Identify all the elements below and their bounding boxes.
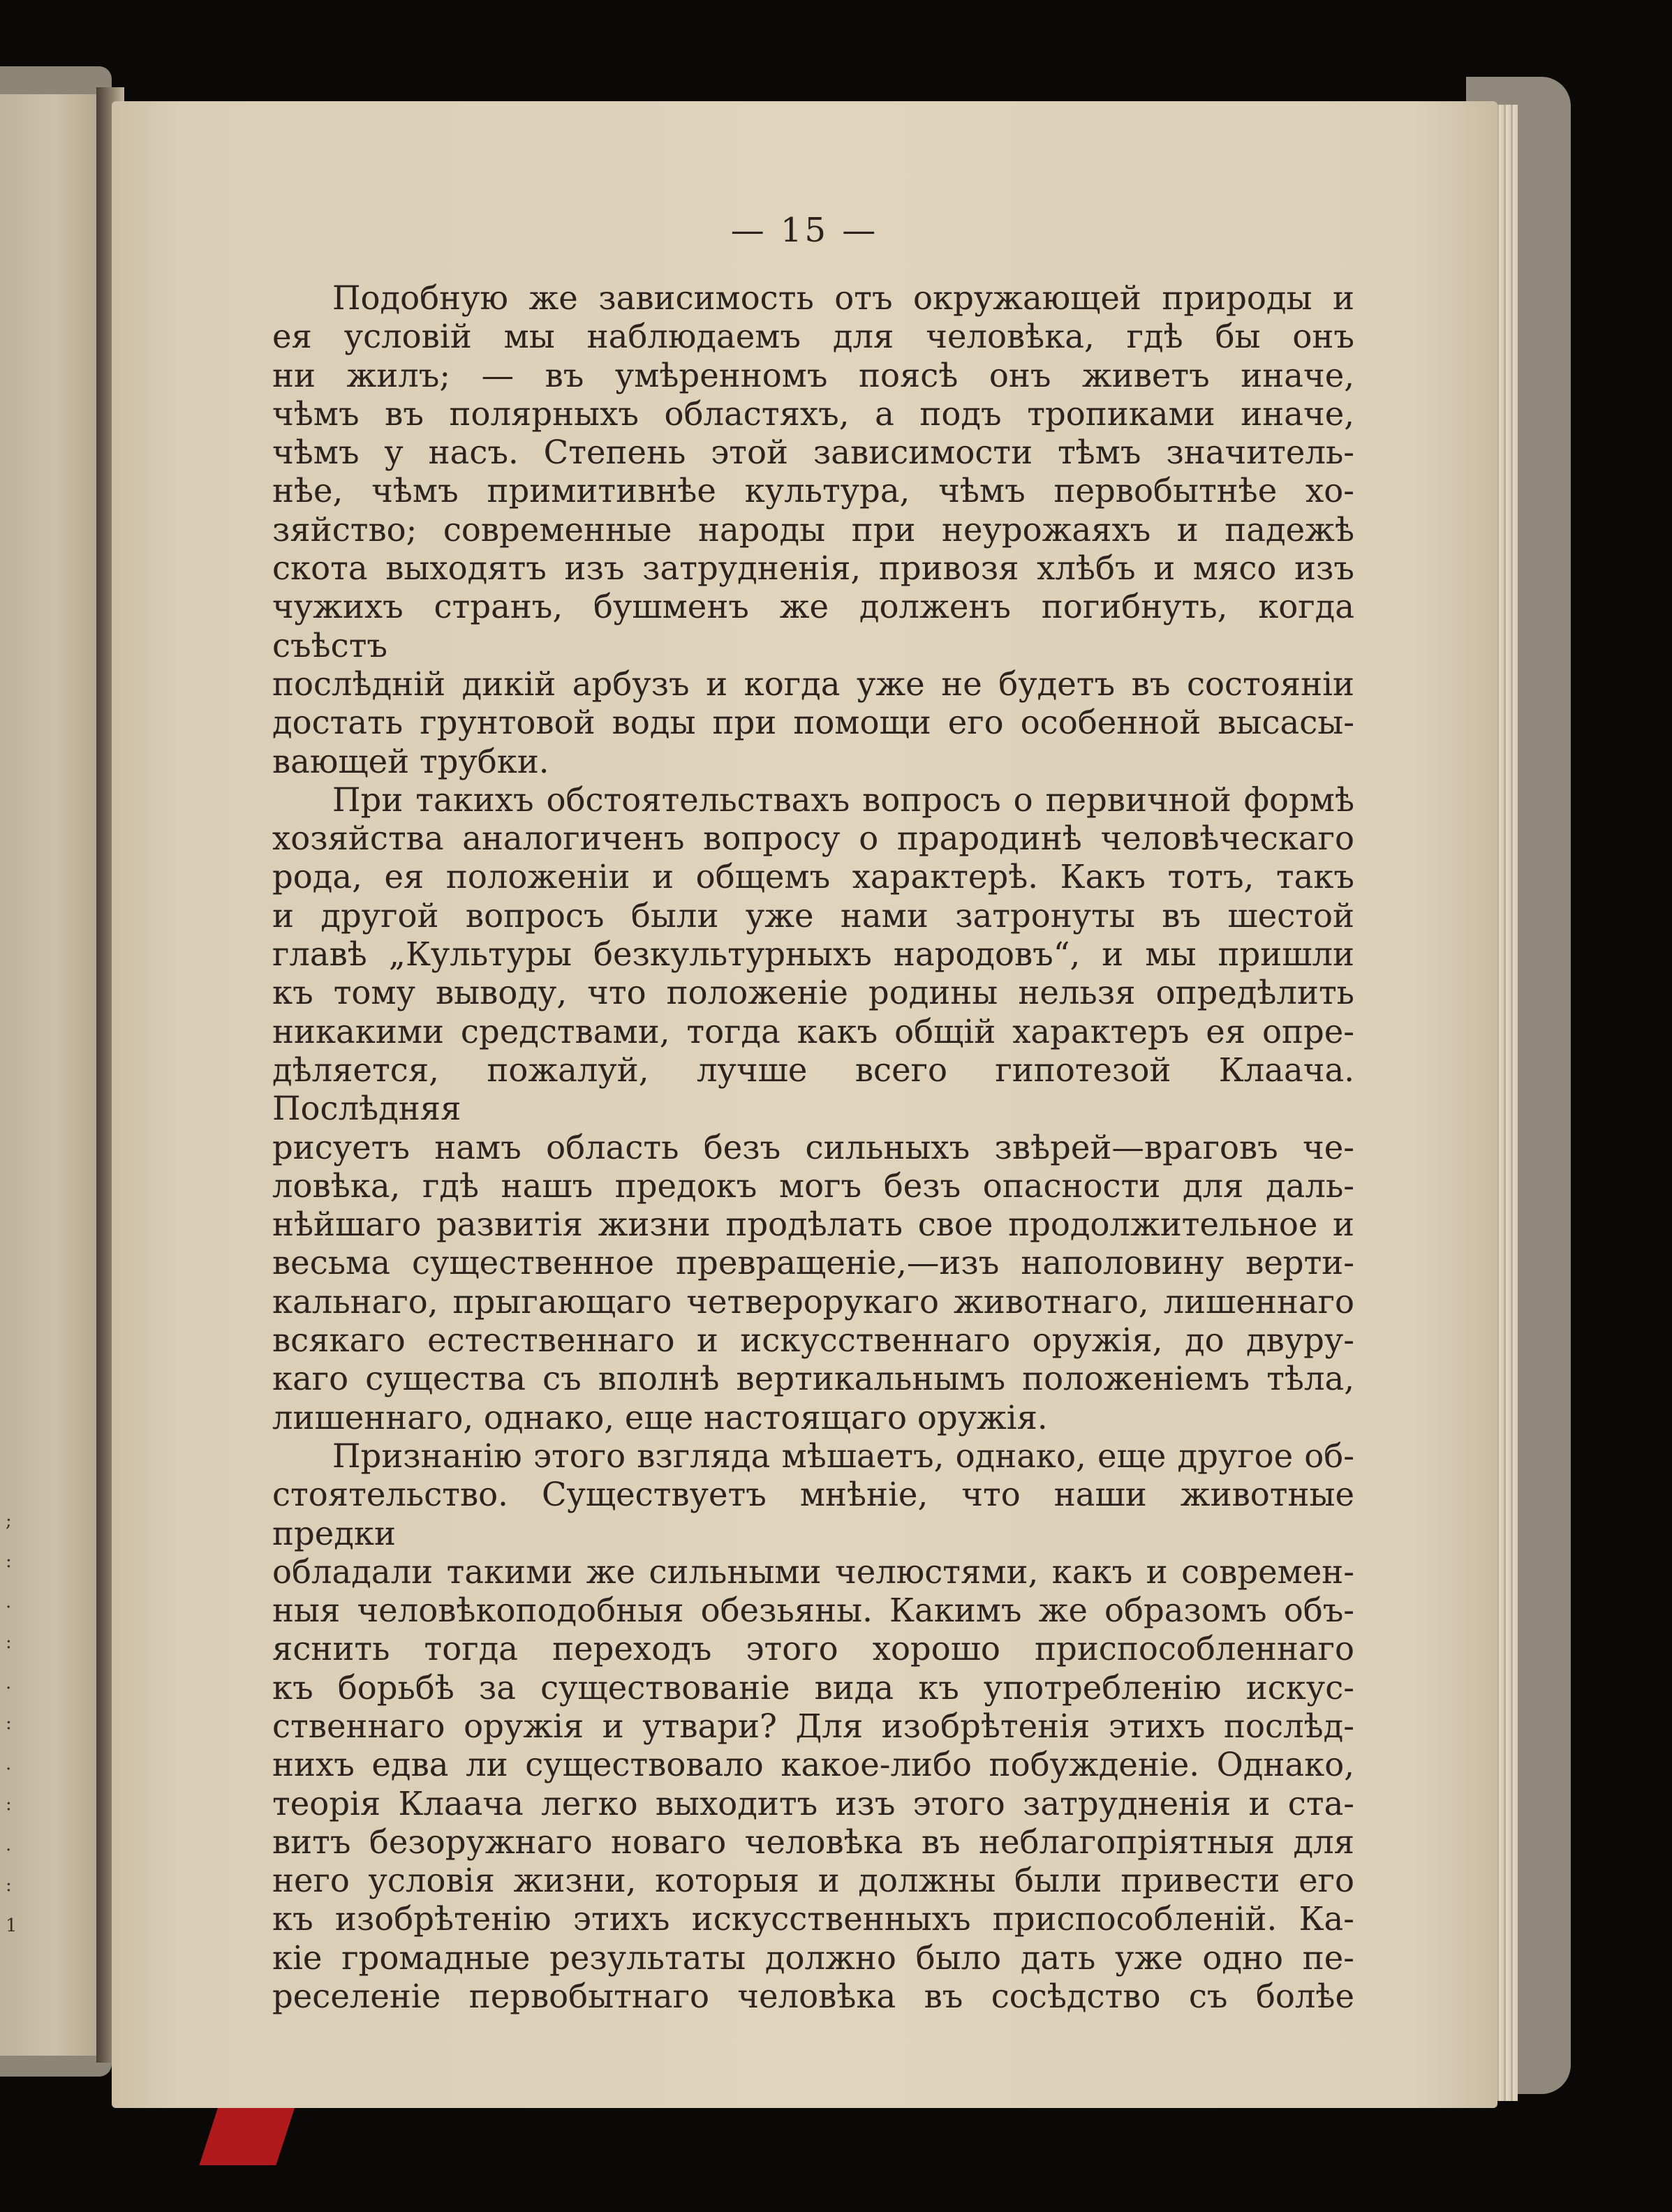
- text-line: лишеннаго, однако, еще настоящаго оружія.: [272, 1398, 1048, 1437]
- text-line: дѣляется, пожалуй, лучше всего гипотезой Клаача. Послѣдняя: [272, 1051, 1354, 1128]
- text-line: хозяйства аналогиченъ вопросу о прародинѣ человѣческаго: [272, 819, 1354, 858]
- text-line: и другой вопросъ были уже нами затронуты въ шестой: [272, 896, 1354, 935]
- text-line: нихъ едва ли существовало какое-либо побужденіе. Однако,: [272, 1746, 1354, 1784]
- text-line: чѣмъ въ полярныхъ областяхъ, а подъ тропиками иначе,: [272, 394, 1354, 433]
- text-line: реселеніе первобытнаго человѣка въ сосѣдство съ болѣе: [272, 1977, 1354, 2016]
- text-line: кіе громадные результаты должно было дать уже одно пе-: [272, 1938, 1354, 1977]
- text-line: каго существа съ вполнѣ вертикальнымъ положеніемъ тѣла,: [272, 1360, 1354, 1398]
- text-line: яснить тогда переходъ этого хорошо приспособленнаго: [272, 1630, 1354, 1668]
- text-line: ныя человѣкоподобныя обезьяны. Какимъ же образомъ объ-: [272, 1591, 1354, 1630]
- text-line: стоятельство. Существуетъ мнѣніе, что наши животные предки: [272, 1476, 1354, 1552]
- red-bookmark-ribbon: [199, 2102, 296, 2165]
- text-line: витъ безоружнаго новаго человѣка въ неблагопріятныя для: [272, 1823, 1354, 1861]
- text-line: достать грунтовой воды при помощи его особенной высасы-: [272, 704, 1354, 742]
- text-line: нѣйшаго развитія жизни продѣлать свое продолжительное и: [272, 1205, 1354, 1244]
- text-line: нѣе, чѣмъ примитивнѣе культура, чѣмъ первобытнѣе хо-: [272, 472, 1354, 510]
- text-line: зяйство; современные народы при неурожаяхъ и падежѣ: [272, 510, 1354, 549]
- text-line: никакими средствами, тогда какъ общій характеръ ея опре-: [272, 1012, 1354, 1051]
- text-line: рода, ея положеніи и общемъ характерѣ. Какъ тотъ, такъ: [272, 858, 1354, 896]
- text-line: послѣдній дикій арбузъ и когда уже не будетъ въ состояніи: [272, 665, 1354, 703]
- text-line: обладали такими же сильными челюстями, какъ и современ-: [272, 1552, 1354, 1591]
- text-line: кальнаго, прыгающаго четверорукаго животнаго, лишеннаго: [272, 1282, 1354, 1321]
- page-number: — 15 —: [730, 211, 879, 250]
- text-line: скота выходятъ изъ затрудненія, привозя хлѣбъ и мясо изъ: [272, 549, 1354, 588]
- text-line: къ борьбѣ за существованіе вида къ употребленію искус-: [272, 1668, 1354, 1707]
- text-line: къ изобрѣтенію этихъ искусственныхъ приспособленій. Ка-: [272, 1900, 1354, 1938]
- text-line: всякаго естественнаго и искусственнаго оружія, до двуру-: [272, 1321, 1354, 1360]
- text-line: ственнаго оружія и утвари? Для изобрѣтенія этихъ послѣд-: [272, 1707, 1354, 1745]
- text-line: ни жилъ; — въ умѣренномъ поясѣ онъ живетъ иначе,: [272, 356, 1354, 394]
- text-line: главѣ „Культуры безкультурныхъ народовъ“, и мы пришли: [272, 935, 1354, 974]
- text-line: къ тому выводу, что положеніе родины нельзя опредѣлить: [272, 974, 1354, 1012]
- text-line: весьма существенное превращеніе,—изъ наполовину верти-: [272, 1244, 1354, 1282]
- text-line: вающей трубки.: [272, 742, 549, 780]
- text-line: При такихъ обстоятельствахъ вопросъ о первичной формѣ: [332, 780, 1354, 819]
- text-line: рисуетъ намъ область безъ сильныхъ звѣрей—враговъ че-: [272, 1128, 1354, 1166]
- page-body: [272, 279, 1354, 2016]
- text-line: ловѣка, гдѣ нашъ предокъ могъ безъ опасности для даль-: [272, 1166, 1354, 1205]
- text-line: Подобную же зависимость отъ окружающей природы и: [332, 279, 1354, 317]
- text-line: теорія Клаача легко выходитъ изъ этого затрудненія и ста-: [272, 1784, 1354, 1823]
- left-page-edge-marks: ; : . : . : . : . : 1: [6, 1510, 17, 1936]
- text-line: чужихъ странъ, бушменъ же долженъ погибнуть, когда съѣстъ: [272, 588, 1354, 665]
- text-line: чѣмъ у насъ. Степень этой зависимости тѣмъ значитель-: [272, 433, 1354, 472]
- text-line: Признанію этого взгляда мѣшаетъ, однако, еще другое об-: [332, 1437, 1354, 1475]
- text-line: ея условій мы наблюдаемъ для человѣка, гдѣ бы онъ: [272, 318, 1354, 356]
- text-line: него условія жизни, которыя и должны были привести его: [272, 1862, 1354, 1900]
